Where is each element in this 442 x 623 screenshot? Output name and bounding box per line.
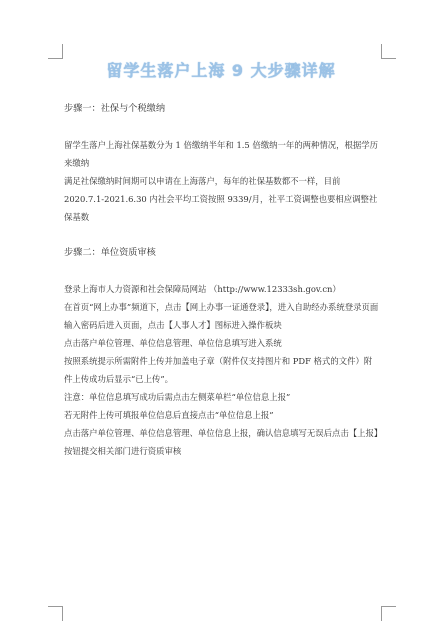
document-title: 留学生落户上海 9 大步骤详解	[106, 61, 336, 80]
paragraph: 若无附件上传可填报单位信息后直接点击“单位信息上报”	[64, 410, 274, 420]
crop-mark-bottom-left	[48, 606, 63, 621]
document-body	[64, 100, 380, 460]
paragraph: 注意：单位信息填写成功后需点击左侧菜单栏“单位信息上报”	[64, 392, 291, 402]
section-heading: 步骤二：单位资质审核	[64, 247, 156, 258]
crop-mark-top-left	[48, 44, 63, 59]
paragraph: 点击落户单位管理、单位信息管理、单位信息上报，确认信息填写无误后点击【上报】按钮提交相关部门进行资质审核	[64, 428, 379, 456]
crop-mark-top-right	[381, 44, 396, 59]
paragraph: 点击落户单位管理、单位信息管理、单位信息填写进入系统	[64, 338, 282, 348]
paragraph: 留学生落户上海社保基数分为 1 倍缴纳半年和 1.5 倍缴纳一年的两种情况，根据学历来缴纳	[64, 140, 379, 168]
section-heading: 步骤一：社保与个税缴纳	[64, 103, 166, 114]
paragraph: 在首页“网上办事”频道下，点击【网上办事一证通登录】，进入自助经办系统登录页面	[64, 302, 379, 312]
paragraph: 按照系统提示所需附件上传并加盖电子章（附件仅支持图片和 PDF 格式的文件）附件上传成功后显示“已上传”。	[64, 356, 373, 384]
paragraph: 登录上海市人力资源和社会保障局网站 （http://www.12333sh.gov.cn）	[64, 284, 341, 294]
paragraph: 满足社保缴纳时间期可以申请在上海落户，每年的社保基数都不一样，目前 2020.7.1-2021.6.30 内社会平均工资按照 9339/月，社平工资调整也要相应调整社保基数	[64, 176, 378, 222]
crop-mark-bottom-right	[381, 606, 396, 621]
paragraph: 输入密码后进入页面，点击【人事人才】图标进入操作板块	[64, 320, 282, 330]
